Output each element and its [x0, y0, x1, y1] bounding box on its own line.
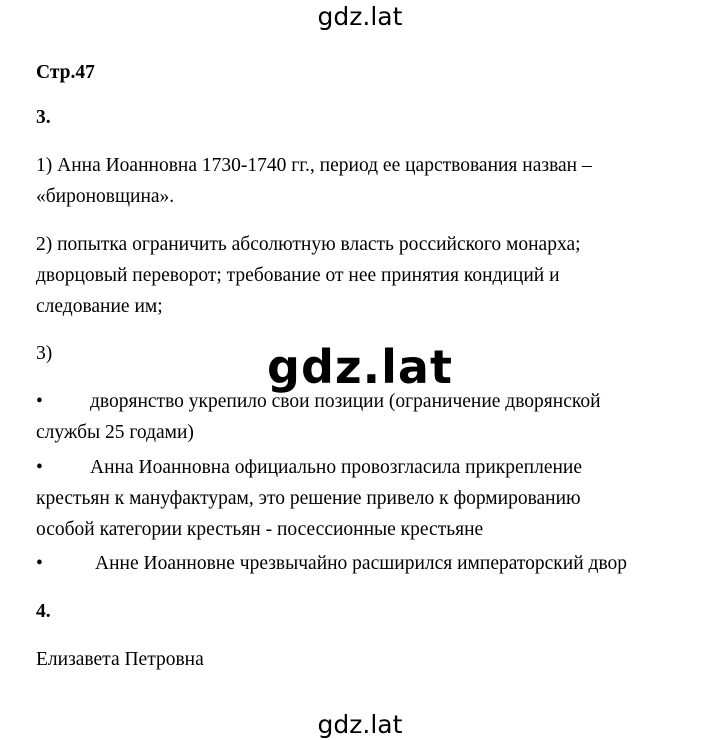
bullet-icon: • — [36, 391, 43, 412]
bullet-icon: • — [36, 457, 43, 478]
bullet-2-line-3: особой категории крестьян - посессионные крестьяне — [36, 519, 484, 540]
question-3-number: 3. — [36, 107, 51, 128]
bullet-3-line-1: Анне Иоанновне чрезвычайно расширился императорский двор — [95, 553, 628, 574]
bullet-1-line-2: службы 25 годами) — [36, 422, 194, 443]
q3-item-2-line-3: следование им; — [36, 296, 163, 317]
q3-item-1-line-1: 1) Анна Иоанновна 1730-1740 гг., период ее царствования назван – — [36, 155, 592, 176]
question-4-number: 4. — [36, 601, 51, 622]
q3-item-2-line-2: дворцовый переворот; требование от нее принятия кондиций и — [36, 265, 560, 286]
watermark-top: gdz.lat — [317, 2, 403, 31]
watermark-middle: gdz.lat — [267, 340, 453, 394]
bullet-2-line-2: крестьян к мануфактурам, это решение привело к формированию — [36, 488, 581, 509]
bullet-1-line-1: дворянство укрепило свои позиции (ограничение дворянской — [90, 391, 601, 412]
bullet-2-line-1: Анна Иоанновна официально провозгласила прикрепление — [90, 457, 583, 478]
q4-answer: Елизавета Петровна — [36, 649, 204, 670]
bullet-icon: • — [36, 553, 43, 574]
q3-item-2-line-1: 2) попытка ограничить абсолютную власть российского монарха; — [36, 234, 581, 255]
q3-item-1-line-2: «бироновщина». — [36, 186, 175, 207]
watermark-bottom: gdz.lat — [317, 710, 403, 739]
page-label: Стр.47 — [36, 62, 95, 83]
q3-item-3-label: 3) — [36, 343, 53, 364]
